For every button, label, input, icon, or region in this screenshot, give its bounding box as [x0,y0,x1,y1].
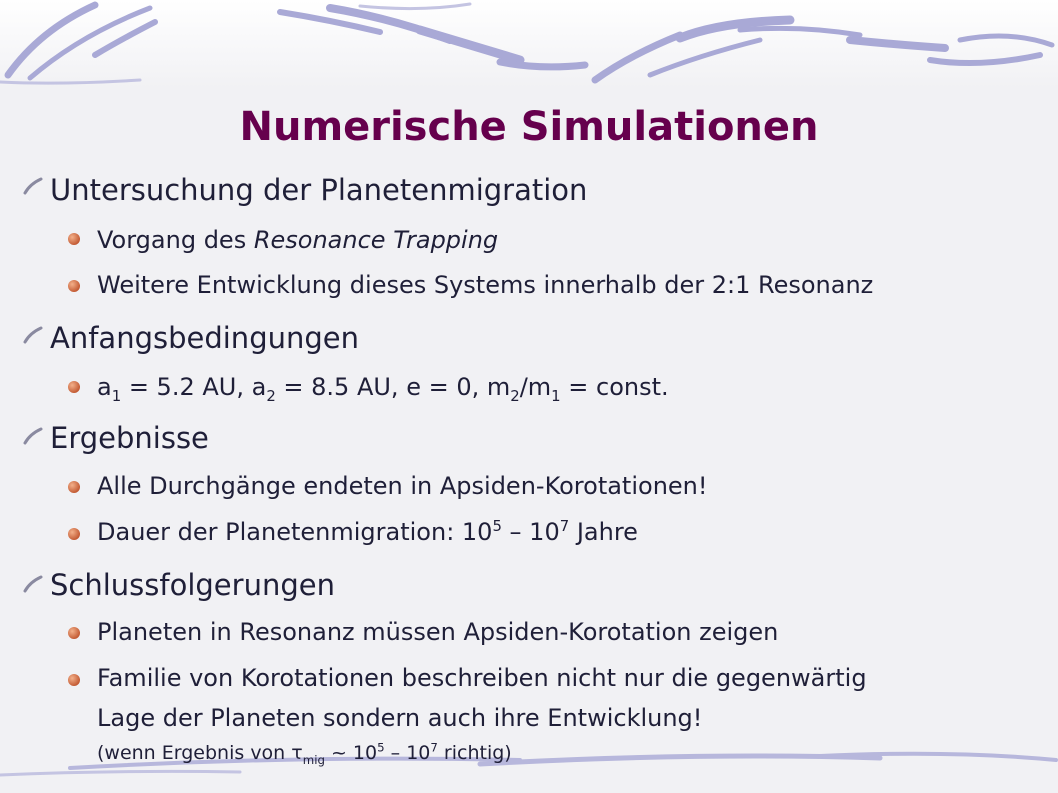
slide-title: Numerische Simulationen [239,104,819,150]
section-heading-migration: Untersuchung der Planetenmigration [50,173,588,207]
section-heading-initial-conditions: Anfangsbedingungen [50,321,359,355]
list-item-line: Familie von Korotationen beschreiben nicht nur die gegenwärtig [97,664,867,692]
list-item-line: Lage der Planeten sondern auch ihre Entwicklung! [97,704,703,732]
list-item-note [97,738,512,768]
list-item: Planeten in Resonanz müssen Apsiden-Korotation zeigen [97,618,779,646]
subscript: 1 [551,386,561,405]
note-text: richtig) [437,742,512,764]
brush-stroke-bullet-icon [22,575,44,593]
subscript: 2 [266,386,276,405]
list-item [97,517,638,547]
orange-sphere-bullet-icon [67,480,81,494]
item-text: Vorgang des [97,226,254,254]
subscript: mig [302,752,325,767]
brush-stroke-bullet-icon [22,326,44,344]
subscript: 2 [510,386,520,405]
item-text: – 10 [501,518,560,546]
superscript: 5 [492,517,502,535]
item-italic-term: Resonance Trapping [253,226,499,254]
item-text: = 8.5 AU, e = 0, m [275,373,511,401]
orange-sphere-bullet-icon [67,673,81,687]
subscript: 1 [111,386,122,405]
list-item: Alle Durchgänge endeten in Apsiden-Korotationen! [97,472,708,500]
superscript: 7 [430,740,438,755]
note-text: ~ 10 [324,742,378,764]
section-heading-results: Ergebnisse [50,421,209,455]
list-item: Weitere Entwicklung dieses Systems innerhalb der 2:1 Resonanz [97,271,874,299]
item-text: a [97,373,112,401]
orange-sphere-bullet-icon [67,279,81,293]
item-text: = const. [560,373,669,401]
superscript: 5 [377,740,385,755]
note-text: (wenn Ergebnis von [97,742,292,764]
item-text: /m [519,373,552,401]
item-text: = 5.2 AU, a [121,373,267,401]
superscript: 7 [559,517,570,535]
orange-sphere-bullet-icon [67,626,81,640]
item-text: Jahre [569,518,638,546]
section-heading-conclusions: Schlussfolgerungen [50,568,335,602]
tau-symbol: τ [291,742,303,764]
list-item [97,225,498,255]
item-text: Dauer der Planetenmigration: 10 [97,518,493,546]
list-item [97,372,669,405]
orange-sphere-bullet-icon [67,232,81,246]
orange-sphere-bullet-icon [67,380,81,394]
orange-sphere-bullet-icon [67,527,81,541]
brush-stroke-bullet-icon [22,177,44,195]
note-text: – 10 [384,742,431,764]
brush-stroke-bullet-icon [22,427,44,445]
